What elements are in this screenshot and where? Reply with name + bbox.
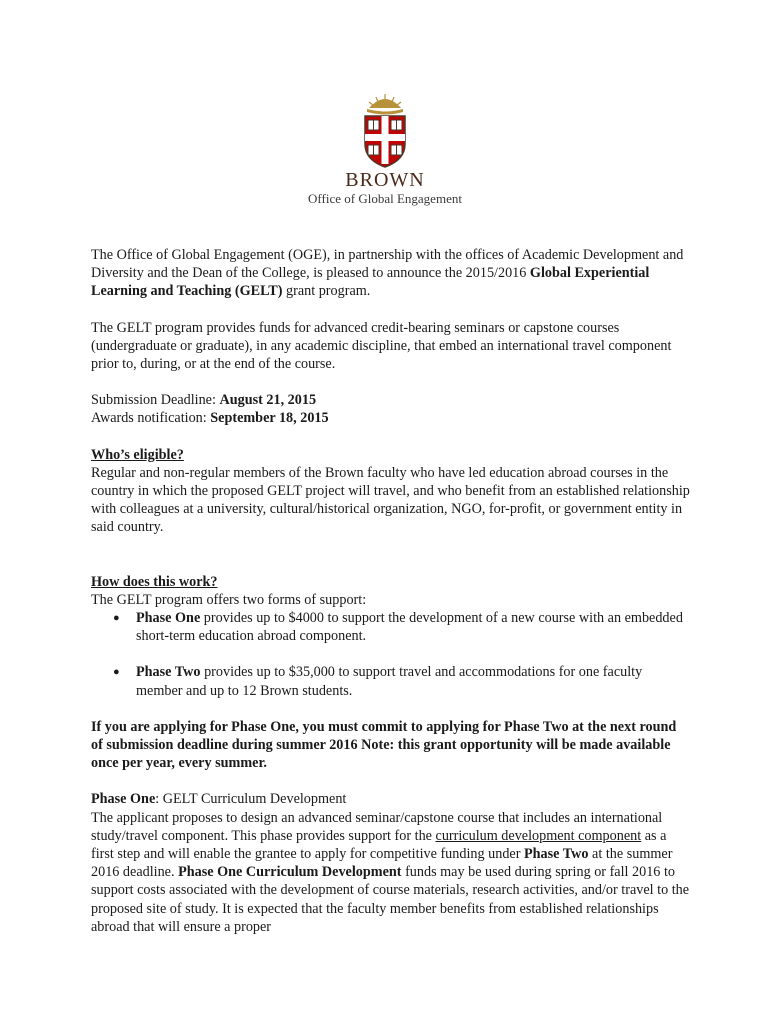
awards-line xyxy=(91,409,691,427)
how-intro: The GELT program offers two forms of support: xyxy=(91,591,367,608)
list-item-text: provides up to $35,000 to support travel and accommodations for one faculty member and up to 12 Brown students. xyxy=(136,664,643,699)
curriculum-development-bold: Phase One Curriculum Development xyxy=(178,864,402,881)
brown-logo xyxy=(0,92,770,207)
support-list xyxy=(91,609,691,700)
list-item xyxy=(91,663,691,699)
phase-one-text-1: The applicant proposes to design an advanced seminar/capstone course that includes an international study/travel component. This phase provides support for the xyxy=(91,809,663,844)
phase-one-paragraph xyxy=(91,809,691,936)
bullet-icon: ● xyxy=(113,666,120,679)
list-item xyxy=(91,609,691,645)
how-heading xyxy=(91,573,691,591)
deadline-value: August 21, 2015 xyxy=(219,392,317,409)
awards-value: September 18, 2015 xyxy=(210,410,329,427)
phase-one-heading-rest: : GELT Curriculum Development xyxy=(155,791,347,808)
phase-two-bold: Phase Two xyxy=(523,846,589,863)
intro-text-end: grant program. xyxy=(282,283,371,300)
curriculum-development-link[interactable]: curriculum development component xyxy=(435,827,642,844)
list-item-bold: Phase Two xyxy=(136,664,201,681)
phase-one-heading xyxy=(91,790,691,808)
phase-one-heading-bold: Phase One xyxy=(91,791,156,808)
document-body xyxy=(91,246,691,936)
brand-name: BROWN xyxy=(345,169,425,191)
description-paragraph: The GELT program provides funds for advanced credit-bearing seminars or capstone courses (undergraduate or graduate), in any academic discipline, that embed an international travel component prior to, during, or at the end of the course. xyxy=(91,319,672,373)
list-item-bold: Phase One xyxy=(136,610,201,627)
deadline-line xyxy=(91,391,691,409)
phase-one-text-2: as a first step and will enable the grantee to apply for competitive funding under xyxy=(91,827,667,863)
how-heading-text: How does this work? xyxy=(91,573,218,590)
phase-one-text-3: at the summer 2016 deadline. xyxy=(91,846,673,881)
list-item-text: provides up to $4000 to support the development of a new course with an embedded short-term education abroad component. xyxy=(136,610,683,645)
notice-text: If you are applying for Phase One, you must commit to applying for Phase Two at the next round of submission deadline during summer 2016 Note: this grant opportunity will be made available once per year, every summer. xyxy=(91,718,677,772)
intro-paragraph xyxy=(91,246,691,301)
eligibility-heading xyxy=(91,446,691,464)
eligibility-text: Regular and non-regular members of the Brown faculty who have led education abroad courses in the country in which the proposed GELT project will travel, and who benefit from an established relationship with colleagues at a university, cultural/historical organization, NGO, for-profit, or government entity in said country. xyxy=(91,464,690,536)
brown-crest-icon xyxy=(359,92,411,168)
office-name: Office of Global Engagement xyxy=(308,191,462,206)
phase-one-text-4: funds may be used during spring or fall 2016 to support costs associated with the development of course materials, research activities, and/or travel to the proposed site of study. It is expected that the faculty member benefits from established relationships abroad that will ensure a proper xyxy=(91,864,690,935)
deadline-label: Submission Deadline: xyxy=(91,392,220,409)
bullet-icon: ● xyxy=(113,612,120,625)
eligibility-heading-text: Who’s eligible? xyxy=(91,446,184,463)
awards-label: Awards notification: xyxy=(91,410,211,427)
intro-text: The Office of Global Engagement (OGE), in partnership with the offices of Academic Development and Diversity and the Dean of the College, is pleased to announce the 2015/2016 xyxy=(91,247,684,282)
phase-commitment-notice xyxy=(91,718,691,773)
program-name: Global Experiential Learning and Teaching (GELT) xyxy=(91,265,650,300)
